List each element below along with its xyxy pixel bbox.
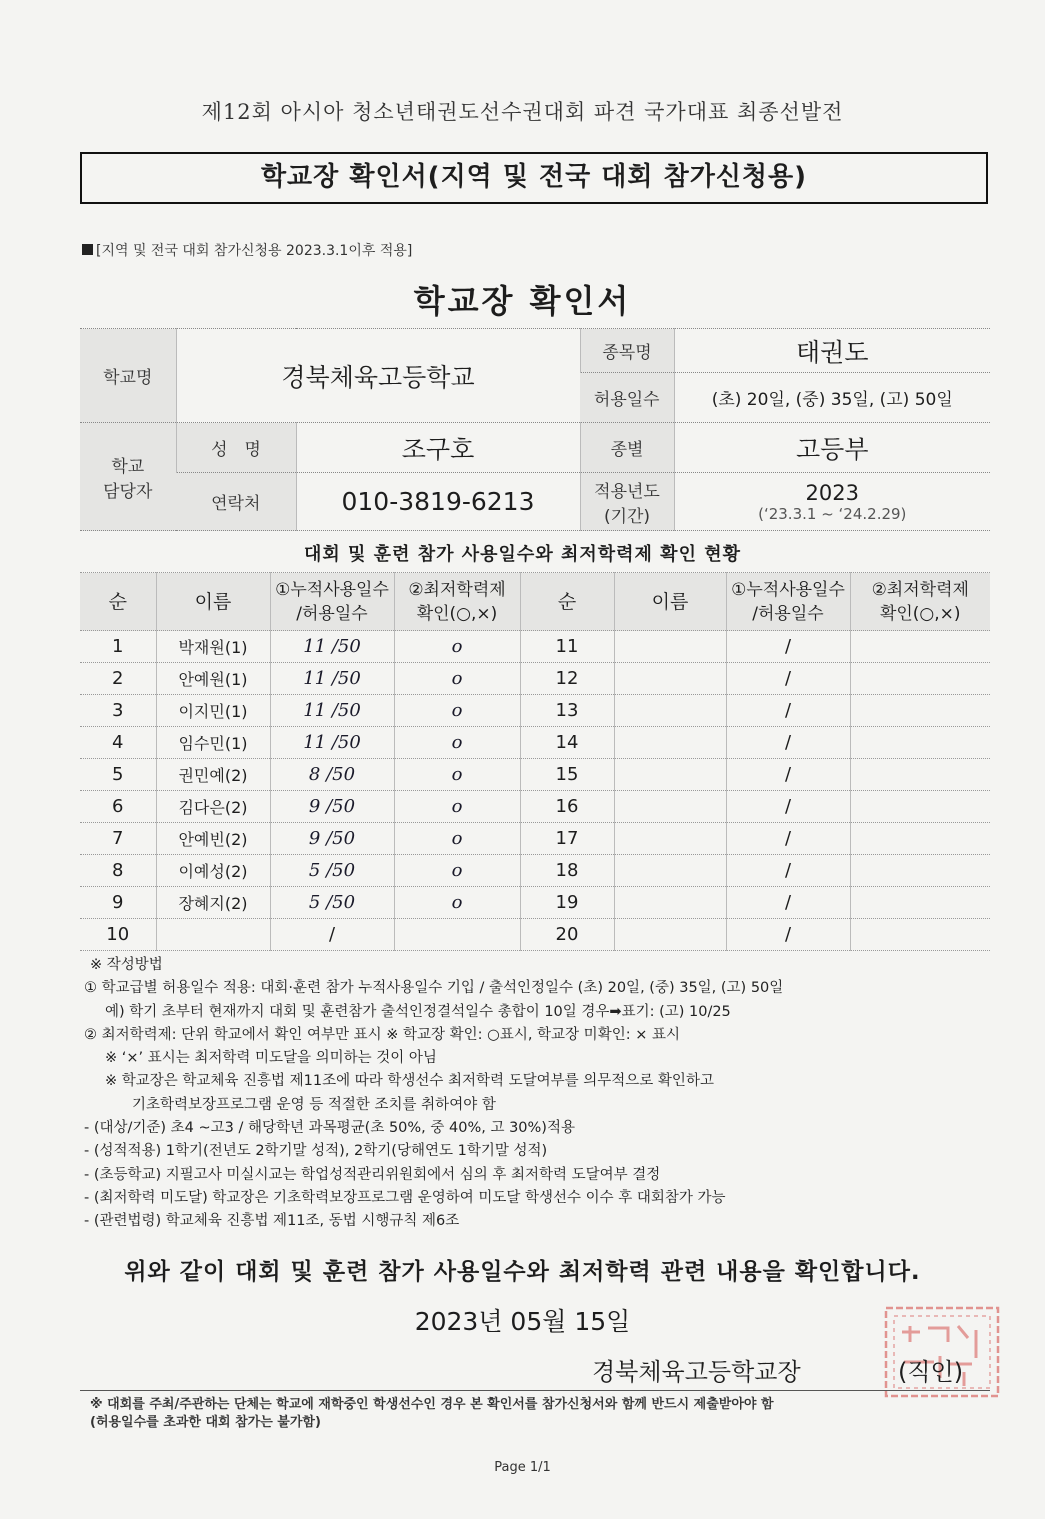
name-cell bbox=[614, 823, 726, 855]
no-cell: 10 bbox=[80, 919, 156, 951]
manager-name: 조구호 bbox=[296, 423, 580, 473]
manager-name-label: 성 명 bbox=[176, 423, 296, 473]
usage-note-text: [지역 및 전국 대회 참가신청용 2023.3.1이후 적용] bbox=[96, 243, 413, 259]
instructions-heading: ※ 작성방법 bbox=[90, 957, 163, 973]
instruction-line: ※ 학교장은 학교체육 진흥법 제11조에 따라 학생선수 최저학력 도달여부를 의무적으로 확인하고 bbox=[105, 1073, 714, 1090]
status-rows bbox=[80, 631, 990, 951]
no-cell: 17 bbox=[520, 823, 614, 855]
header-days-left-2: /허용일수 bbox=[296, 603, 368, 624]
principal-signer: 경북체육고등학교장 bbox=[592, 1358, 801, 1386]
header-no-right: 순 bbox=[520, 573, 614, 631]
year-label-line2: (기간) bbox=[603, 506, 651, 527]
school-name: 경북체육고등학교 bbox=[176, 329, 580, 423]
no-cell: 11 bbox=[520, 631, 614, 663]
status-row bbox=[80, 631, 990, 663]
no-cell: 16 bbox=[520, 791, 614, 823]
instruction-line: - (대상/기준) 초4 ~고3 / 해당학년 과목평균(초 50%, 중 40%, 고 30%)적용 bbox=[84, 1120, 575, 1137]
days-cell: 5 /50 bbox=[270, 887, 394, 919]
status-row bbox=[80, 823, 990, 855]
name-cell: 박재원(1) bbox=[156, 631, 270, 663]
days-cell: / bbox=[726, 823, 850, 855]
form-title: 학교장 확인서(지역 및 전국 대회 참가신청용) bbox=[80, 152, 988, 204]
status-title: 대회 및 훈련 참가 사용일수와 최저학력제 확인 현황 bbox=[303, 544, 741, 565]
header-check-right-2: 확인(○,×) bbox=[879, 603, 961, 624]
no-cell: 5 bbox=[80, 759, 156, 791]
no-cell: 9 bbox=[80, 887, 156, 919]
sport-value: 태권도 bbox=[674, 329, 990, 373]
name-cell: 장혜지(2) bbox=[156, 887, 270, 919]
allowed-days-label: 허용일수 bbox=[580, 373, 674, 423]
name-cell: 권민예(2) bbox=[156, 759, 270, 791]
instruction-line: - (최저학력 미도달) 학교장은 기초학력보장프로그램 운영하여 미도달 학생선수 이수 후 대회참가 가능 bbox=[84, 1189, 726, 1206]
instructions bbox=[84, 954, 990, 1234]
footer-line: (허용일수를 초과한 대회 참가는 불가함) bbox=[90, 1415, 321, 1430]
instruction-line: 기초학력보장프로그램 운영 등 적절한 조치를 취하여야 함 bbox=[132, 1096, 496, 1113]
manager-label bbox=[80, 423, 176, 531]
status-row bbox=[80, 759, 990, 791]
check-cell bbox=[850, 919, 990, 951]
check-cell bbox=[394, 919, 520, 951]
days-cell: / bbox=[726, 727, 850, 759]
name-cell bbox=[614, 919, 726, 951]
year-cell bbox=[674, 473, 990, 531]
check-cell bbox=[850, 759, 990, 791]
status-row bbox=[80, 887, 990, 919]
days-cell: / bbox=[726, 791, 850, 823]
header-days-left-1: ①누적사용일수 bbox=[275, 579, 389, 600]
check-cell: o bbox=[394, 759, 520, 791]
allowed-days-value: (초) 20일, (중) 35일, (고) 50일 bbox=[674, 373, 990, 423]
no-cell: 1 bbox=[80, 631, 156, 663]
no-cell: 18 bbox=[520, 855, 614, 887]
instruction-line: - (관련법령) 학교체육 진흥법 제11조, 동법 시행규칙 제6조 bbox=[84, 1213, 460, 1230]
name-cell bbox=[156, 919, 270, 951]
contact-label: 연락처 bbox=[176, 473, 296, 531]
footer-note bbox=[90, 1396, 774, 1432]
check-cell bbox=[850, 791, 990, 823]
check-cell: o bbox=[394, 887, 520, 919]
header-check-right-1: ②최저학력제 bbox=[871, 579, 969, 600]
name-cell: 김다은(2) bbox=[156, 791, 270, 823]
name-cell: 안예원(1) bbox=[156, 663, 270, 695]
usage-status-table bbox=[80, 572, 990, 951]
check-cell: o bbox=[394, 631, 520, 663]
check-cell: o bbox=[394, 695, 520, 727]
no-cell: 15 bbox=[520, 759, 614, 791]
check-cell bbox=[850, 823, 990, 855]
name-cell: 안예빈(2) bbox=[156, 823, 270, 855]
days-cell: 8 /50 bbox=[270, 759, 394, 791]
header-name-right: 이름 bbox=[614, 573, 726, 631]
check-cell bbox=[850, 695, 990, 727]
status-row bbox=[80, 727, 990, 759]
school-label: 학교명 bbox=[80, 329, 176, 423]
check-cell: o bbox=[394, 663, 520, 695]
days-cell: / bbox=[726, 695, 850, 727]
no-cell: 14 bbox=[520, 727, 614, 759]
event-title: 제12회 아시아 청소년태권도선수권대회 파견 국가대표 최종선발전 bbox=[201, 100, 844, 124]
issue-date: 2023년 05월 15일 bbox=[414, 1307, 631, 1336]
no-cell: 13 bbox=[520, 695, 614, 727]
check-cell bbox=[850, 887, 990, 919]
name-cell bbox=[614, 695, 726, 727]
no-cell: 6 bbox=[80, 791, 156, 823]
days-cell: 5 /50 bbox=[270, 855, 394, 887]
seal-label: (직인) bbox=[898, 1358, 964, 1386]
no-cell: 4 bbox=[80, 727, 156, 759]
status-row bbox=[80, 855, 990, 887]
days-cell: / bbox=[726, 663, 850, 695]
header-no-left: 순 bbox=[80, 573, 156, 631]
footer-line: ※ 대회를 주최/주관하는 단체는 학교에 재학중인 학생선수인 경우 본 확인서를 참가신청서와 함께 반드시 제출받아야 함 bbox=[90, 1397, 774, 1412]
school-info-table bbox=[80, 328, 990, 531]
year-value: 2023 bbox=[805, 480, 859, 505]
days-cell: 11 /50 bbox=[270, 663, 394, 695]
header-check-left bbox=[394, 573, 520, 631]
days-cell: 9 /50 bbox=[270, 823, 394, 855]
usage-note bbox=[82, 240, 412, 260]
no-cell: 19 bbox=[520, 887, 614, 919]
header-days-right-1: ①누적사용일수 bbox=[731, 579, 845, 600]
days-cell: / bbox=[726, 855, 850, 887]
status-row bbox=[80, 791, 990, 823]
days-cell: / bbox=[270, 919, 394, 951]
sport-label: 종목명 bbox=[580, 329, 674, 373]
confirmation-statement: 위와 같이 대회 및 훈련 참가 사용일수와 최저학력 관련 내용을 확인합니다. bbox=[124, 1259, 921, 1285]
days-cell: 11 /50 bbox=[270, 695, 394, 727]
instruction-line: - (초등학교) 지필고사 미실시교는 학업성적관리위원회에서 심의 후 최저학력 도달여부 결정 bbox=[84, 1166, 661, 1183]
status-row bbox=[80, 695, 990, 727]
name-cell: 임수민(1) bbox=[156, 727, 270, 759]
days-cell: / bbox=[726, 919, 850, 951]
check-cell: o bbox=[394, 727, 520, 759]
name-cell: 이예성(2) bbox=[156, 855, 270, 887]
instruction-line: ② 최저학력제: 단위 학교에서 확인 여부만 표시 ※ 학교장 확인: ○표시, 학교장 미확인: × 표시 bbox=[84, 1026, 680, 1043]
header-days-left bbox=[270, 573, 394, 631]
instruction-line: 예) 학기 초부터 현재까지 대회 및 훈련참가 출석인정결석일수 총합이 10일 경우➡표기: (고) 10/25 bbox=[105, 1003, 731, 1020]
year-label-line1: 적용년도 bbox=[594, 481, 660, 502]
header-check-left-2: 확인(○,×) bbox=[416, 603, 498, 624]
no-cell: 3 bbox=[80, 695, 156, 727]
confirm-title: 학교장 확인서 bbox=[413, 282, 632, 320]
days-cell: 11 /50 bbox=[270, 631, 394, 663]
days-cell: 9 /50 bbox=[270, 791, 394, 823]
no-cell: 20 bbox=[520, 919, 614, 951]
footer-divider bbox=[80, 1390, 990, 1391]
name-cell bbox=[614, 791, 726, 823]
check-cell bbox=[850, 631, 990, 663]
check-cell bbox=[850, 727, 990, 759]
check-cell: o bbox=[394, 855, 520, 887]
name-cell bbox=[614, 887, 726, 919]
division-value: 고등부 bbox=[674, 423, 990, 473]
name-cell: 이지민(1) bbox=[156, 695, 270, 727]
check-cell bbox=[850, 663, 990, 695]
no-cell: 8 bbox=[80, 855, 156, 887]
header-check-left-1: ②최저학력제 bbox=[408, 579, 506, 600]
days-cell: / bbox=[726, 887, 850, 919]
name-cell bbox=[614, 663, 726, 695]
header-name-left: 이름 bbox=[156, 573, 270, 631]
days-cell: / bbox=[726, 631, 850, 663]
year-label bbox=[580, 473, 674, 531]
no-cell: 12 bbox=[520, 663, 614, 695]
manager-label-line1: 학교 bbox=[111, 456, 145, 477]
check-cell bbox=[850, 855, 990, 887]
no-cell: 7 bbox=[80, 823, 156, 855]
instruction-line: - (성적적용) 1학기(전년도 2학기말 성적), 2학기(당해연도 1학기말 성적) bbox=[84, 1143, 548, 1160]
days-cell: 11 /50 bbox=[270, 727, 394, 759]
name-cell bbox=[614, 727, 726, 759]
check-cell: o bbox=[394, 823, 520, 855]
square-bullet-icon bbox=[82, 244, 93, 255]
name-cell bbox=[614, 855, 726, 887]
instruction-line: ※ ‘×’ 표시는 최저학력 미도달을 의미하는 것이 아님 bbox=[105, 1050, 437, 1067]
no-cell: 2 bbox=[80, 663, 156, 695]
manager-label-line2: 담당자 bbox=[103, 481, 153, 502]
instruction-line: ① 학교급별 허용일수 적용: 대회·훈련 참가 누적사용일수 기입 / 출석인정일수 (초) 20일, (중) 35일, (고) 50일 bbox=[84, 980, 784, 997]
division-label: 종별 bbox=[580, 423, 674, 473]
name-cell bbox=[614, 631, 726, 663]
header-days-right bbox=[726, 573, 850, 631]
year-period: (‘23.3.1 ~ ‘24.2.29) bbox=[758, 504, 907, 523]
days-cell: / bbox=[726, 759, 850, 791]
status-row bbox=[80, 663, 990, 695]
name-cell bbox=[614, 759, 726, 791]
header-days-right-2: /허용일수 bbox=[752, 603, 824, 624]
check-cell: o bbox=[394, 791, 520, 823]
page-number: Page 1/1 bbox=[494, 1460, 551, 1475]
status-row bbox=[80, 919, 990, 951]
contact-value: 010-3819-6213 bbox=[296, 473, 580, 531]
header-check-right bbox=[850, 573, 990, 631]
